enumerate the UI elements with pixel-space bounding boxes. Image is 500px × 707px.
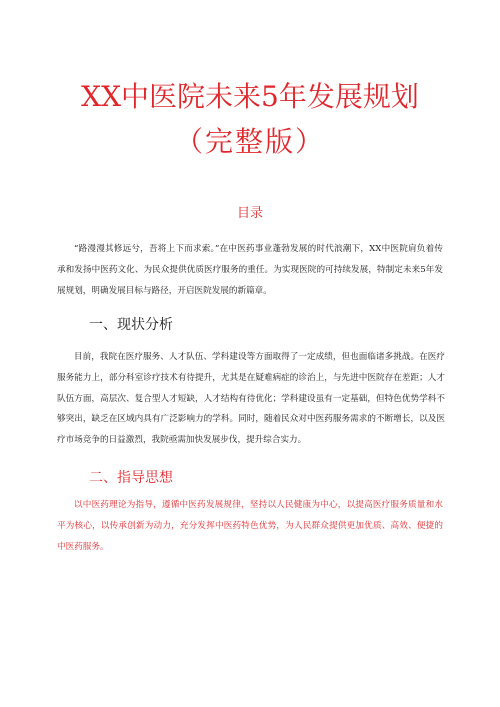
- intro-paragraph: “路漫漫其修远兮，吾将上下而求索。”在中医药事业蓬勃发展的时代浪潮下，XX中医院肩负着传承和发扬中医药文化、为民众提供优质医疗服务的重任。为实现医院的可持续发展，特制定未来5年发展规划，明确发展目标与路径，开启医院发展的新篇章。: [57, 244, 443, 296]
- section-heading-guiding-ideology: 二、指导思想: [89, 470, 173, 486]
- section-body-status: 目前，我院在医疗服务、人才队伍、学科建设等方面取得了一定成绩，但也面临诸多挑战。在医疗服务能力上，部分科室诊疗技术有待提升，尤其是在疑难病症的诊治上，与先进中医院存在差距；人才队伍方面，高层次、复合型人才短缺，人才结构有待优化；学科建设虽有一定基础，但特色优势学科不够突出，缺乏在区域内具有广泛影响力的学科。同时，随着民众对中医药服务需求的不断增长，以及医疗市场竞争的日益激烈，我院亟需加快发展步伐，提升综合实力。: [57, 352, 445, 446]
- document-title: XX中医院未来5年发展规划: [81, 80, 419, 113]
- section-body-guiding-ideology: 以中医药理论为指导，遵循中医药发展规律，坚持以人民健康为中心，以提高医疗服务质量和水平为核心，以传承创新为动力，充分发挥中医药特色优势，为人民群众提供更加优质、高效、便捷的中医药服务。: [57, 500, 443, 552]
- section-heading-status: 一、现状分析: [89, 317, 173, 333]
- document-subtitle: （完整版）: [174, 125, 325, 158]
- table-of-contents-label: 目录: [236, 206, 263, 221]
